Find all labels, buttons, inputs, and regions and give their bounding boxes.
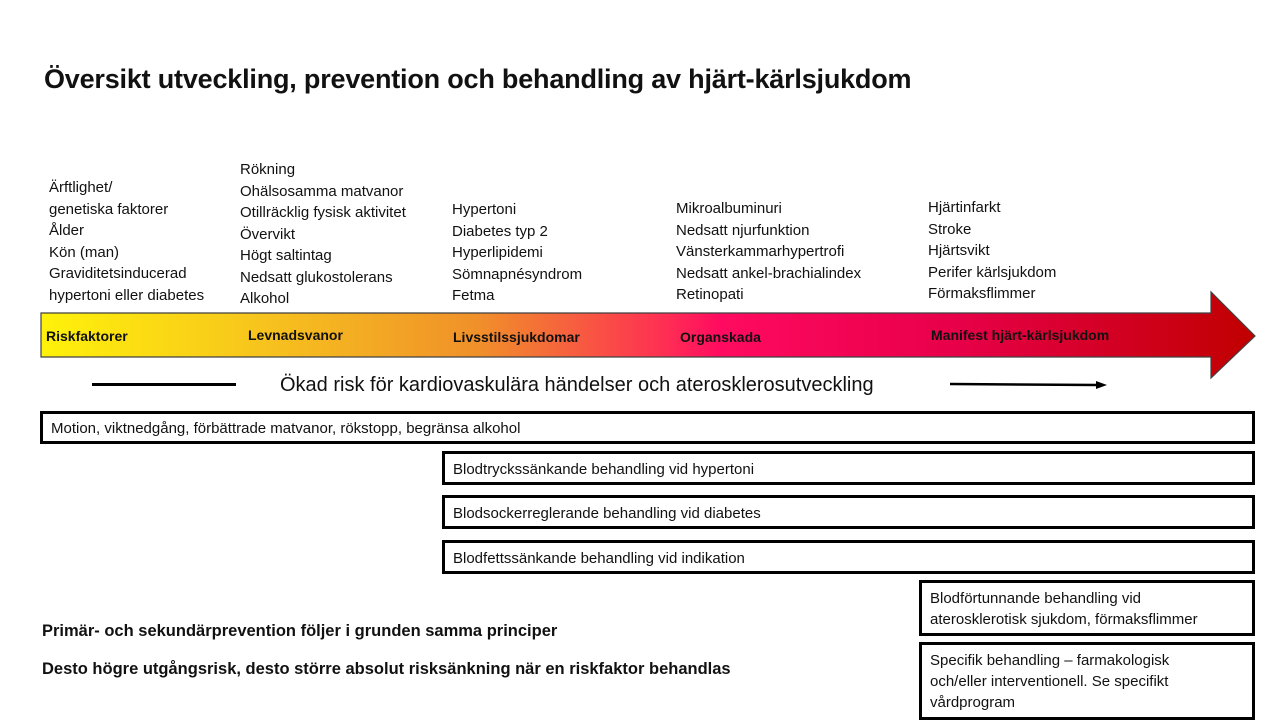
list-item: Diabetes typ 2 [452,222,548,240]
page-title: Översikt utveckling, prevention och behandling av hjärt-kärlsjukdom [44,64,912,94]
treatment-specific-line: Specifik behandling – farmakologisk [930,652,1170,669]
risk-caption: Ökad risk för kardiovaskulära händelser och aterosklerosutveckling [280,374,874,396]
treatment-bloodsugar-text: Blodsockerreglerande behandling vid diabetes [453,505,761,522]
stage-label-livsstilssjukdomar: Livsstilssjukdomar [453,329,580,345]
stage-label-manifest: Manifest hjärt-kärlsjukdom [931,327,1110,343]
list-item: Hyperlipidemi [452,244,543,261]
treatment-lifestyle-text: Motion, viktnedgång, förbättrade matvanor, rökstopp, begränsa alkohol [51,420,521,437]
treatment-bloodpressure-text: Blodtryckssänkande behandling vid hypertoni [453,461,755,478]
list-item: Sömnapnésyndrom [452,265,583,283]
list-item: Rökning [240,161,296,178]
list-item: Stroke [928,220,972,238]
column-riskfaktorer [49,177,204,306]
treatment-bloodpressure-box [442,451,1255,485]
list-item: Ålder [49,222,85,239]
column-levnadsvanor [240,159,406,310]
treatment-antithrombotic-line: aterosklerotisk sjukdom, förmaksflimmer [930,611,1198,628]
list-item: Hypertoni [452,201,517,218]
treatment-lipids-box [442,540,1255,574]
risk-line-left [92,383,236,386]
list-item: Hjärtsvikt [928,242,990,259]
list-item: Ärftlighet/ [49,179,113,196]
note-prevention-principles: Primär- och sekundärprevention följer i grunden samma principer [42,622,558,640]
treatment-lifestyle-box [40,411,1255,444]
list-item: hypertoni eller diabetes [49,286,205,304]
stage-label-organskada: Organskada [680,329,761,345]
list-item: Graviditetsinducerad [49,265,187,282]
list-item: Alkohol [240,290,290,307]
treatment-bloodsugar-box [442,495,1255,529]
treatment-specific-line: vårdprogram [930,694,1016,711]
list-item: Otillräcklig fysisk aktivitet [240,204,406,221]
treatment-antithrombotic-line: Blodförtunnande behandling vid [930,590,1142,607]
list-item: Kön (man) [49,243,120,261]
risk-arrow-right-icon [950,378,1110,392]
list-item: Fetma [452,287,495,304]
list-item: Perifer kärlsjukdom [928,263,1057,281]
stage-label-riskfaktorer: Riskfaktorer [46,328,128,344]
list-item: Nedsatt ankel-brachialindex [676,264,862,282]
treatment-antithrombotic-box [919,580,1255,636]
list-item: Förmaksflimmer [928,285,1036,302]
list-item: Övervikt [240,225,296,243]
list-item: Nedsatt glukostolerans [240,268,393,286]
list-item: Hjärtinfarkt [928,199,1001,216]
list-item: Retinopati [676,286,744,303]
stage-label-levnadsvanor: Levnadsvanor [248,327,343,343]
list-item: Mikroalbuminuri [676,200,782,217]
list-item: Ohälsosamma matvanor [240,182,404,200]
treatment-lipids-text: Blodfettssänkande behandling vid indikation [453,550,745,567]
list-item: genetiska faktorer [49,200,169,218]
treatment-specific-line: och/eller interventionell. Se specifikt [930,673,1169,690]
treatment-specific-box [919,642,1255,720]
list-item: Högt saltintag [240,247,332,264]
list-item: Nedsatt njurfunktion [676,221,810,239]
column-manifest [928,197,1056,305]
note-absolute-risk: Desto högre utgångsrisk, desto större absolut risksänkning när en riskfaktor behandlas [42,660,731,678]
list-item: Vänsterkammarhypertrofi [676,243,845,260]
